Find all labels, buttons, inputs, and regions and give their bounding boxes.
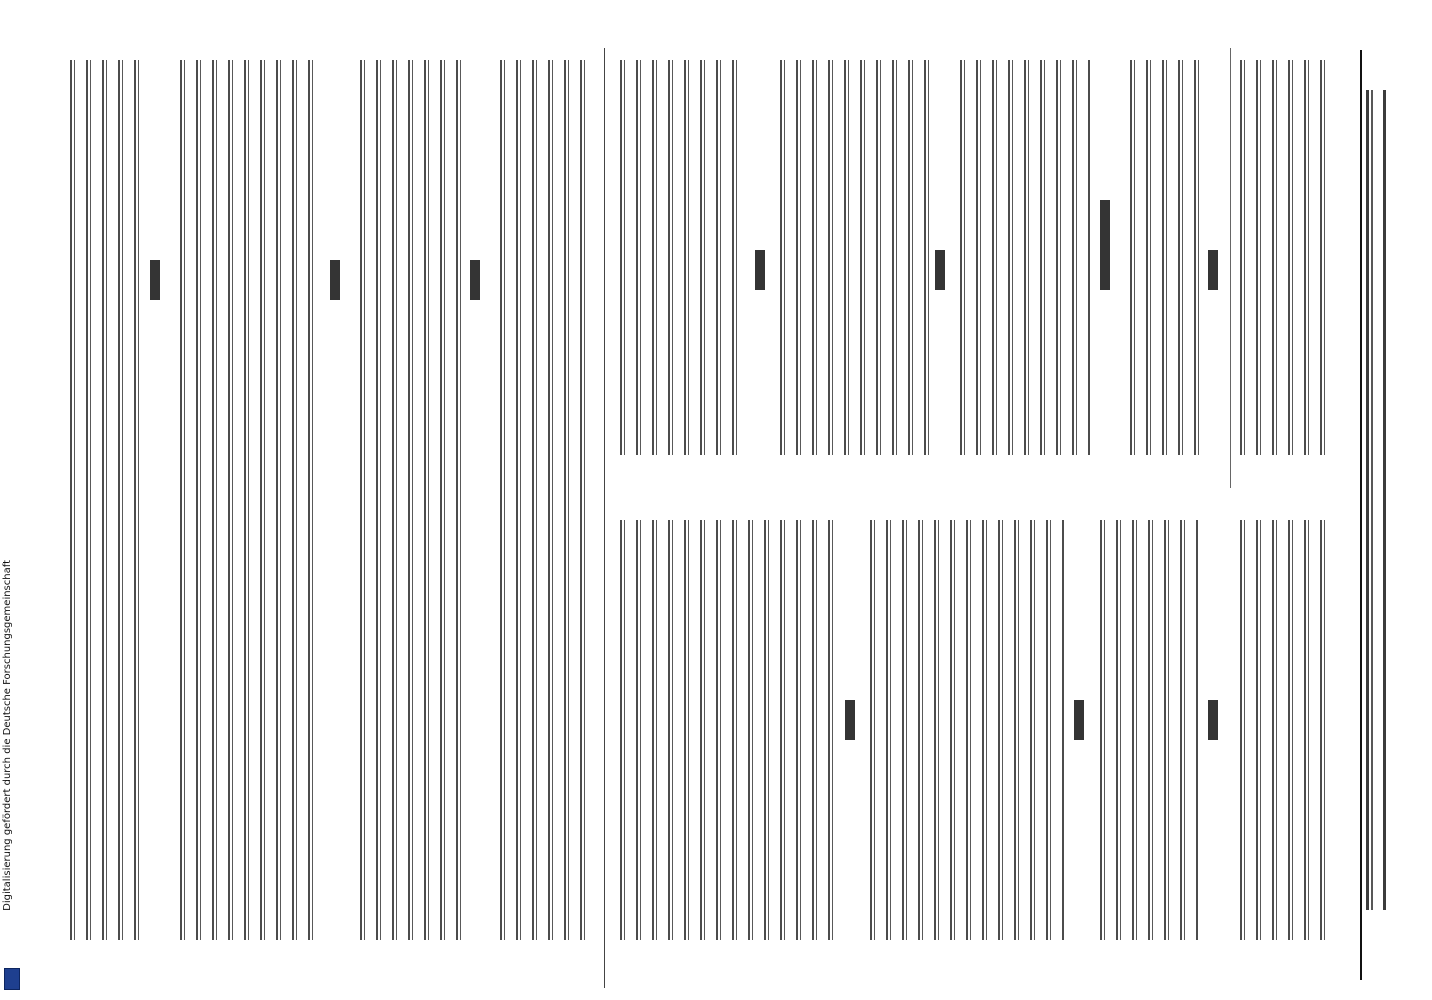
text-column — [780, 60, 930, 455]
digitization-credit: Digitalisierung gefördert durch die Deutsche Forschungsgemeinschaft — [2, 560, 13, 911]
text-column — [360, 60, 464, 940]
section-heading — [755, 250, 765, 290]
running-head — [1366, 90, 1388, 910]
text-column — [960, 60, 1090, 455]
section-heading — [1208, 250, 1218, 290]
header-rule — [1360, 50, 1362, 980]
text-column — [1240, 520, 1336, 940]
section-heading — [150, 260, 160, 300]
text-column — [1130, 60, 1204, 455]
text-column — [70, 60, 144, 940]
section-heading — [1208, 700, 1218, 740]
text-column — [180, 60, 324, 940]
section-heading — [1074, 700, 1084, 740]
text-column — [620, 520, 838, 940]
section-heading — [845, 700, 855, 740]
article-heading — [1100, 200, 1110, 290]
column-divider — [604, 48, 605, 988]
text-column — [500, 60, 590, 940]
section-heading — [330, 260, 340, 300]
dfg-logo — [4, 968, 20, 990]
text-column — [870, 520, 1066, 940]
column-divider — [1230, 48, 1231, 488]
section-heading — [935, 250, 945, 290]
section-heading — [470, 260, 480, 300]
text-column — [620, 60, 748, 455]
text-column — [1100, 520, 1200, 940]
text-column — [1240, 60, 1336, 455]
